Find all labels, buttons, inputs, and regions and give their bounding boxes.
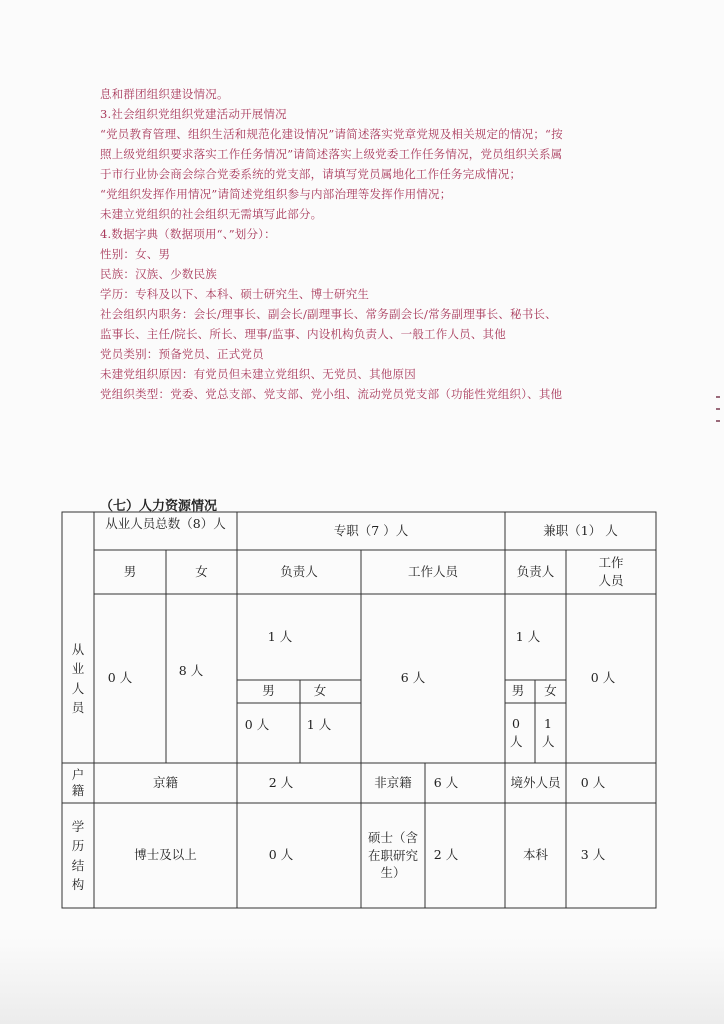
note-line: “党员教育管理、组织生活和规范化建设情况”请简述落实党章党规及相关规定的情况；“按 (100, 127, 563, 141)
pt-leader-female-label: 女 (544, 683, 557, 699)
ft-leader-label: 负责人 (280, 563, 318, 579)
note-line: 4.数据字典（数据项用“、”划分）： (100, 227, 276, 241)
ft-leader-female-count: 1 人 (306, 717, 332, 733)
pt-leader-male-count: 0人 (510, 715, 523, 749)
staff-header: 从业人员 (71, 641, 85, 715)
non-beijing-count: 6 人 (433, 774, 459, 790)
pt-worker-count: 0 人 (590, 670, 616, 686)
pt-leader-female-count: 1人 (542, 715, 555, 749)
ft-leader-female-label: 女 (313, 683, 327, 699)
overseas-label: 境外人员 (510, 774, 561, 790)
master-label: 硕士（含在职研究生） (367, 830, 418, 881)
section-title: （七）人力资源情况 (100, 499, 218, 514)
huji-header: 户籍 (71, 766, 85, 798)
ft-leader-male-label: 男 (262, 683, 275, 699)
beijing-count: 2 人 (268, 774, 294, 790)
note-line: 党员类别：预备党员、正式党员 (100, 347, 264, 361)
note-line: 未建党组织原因：有党员但未建立党组织、无党员、其他原因 (100, 367, 416, 381)
bachelor-label: 本科 (522, 847, 548, 863)
note-line: 未建立党组织的社会组织无需填写此部分。 (100, 207, 323, 221)
note-line: 于市行业协会商会综合党委系统的党支部，请填写党员属地化工作任务完成情况； (100, 167, 522, 181)
note-line: 息和群团组织建设情况。 (100, 87, 229, 101)
pt-leader-male-label: 男 (511, 683, 525, 699)
fulltime-label: 专职（7 ）人 (333, 522, 409, 538)
note-line: 监事长、主任/院长、所长、理事/监事、内设机构负责人、一般工作人员、其他 (100, 327, 506, 341)
pt-leader-count: 1 人 (515, 628, 541, 644)
note-line: 党组织类型：党委、党总支部、党支部、党小组、流动党员党支部（功能性党组织）、其他 (100, 387, 563, 401)
note-line: 学历：专科及以下、本科、硕士研究生、博士研究生 (100, 287, 370, 301)
non-beijing-label: 非京籍 (374, 774, 412, 790)
pt-worker-label: 工作人员 (598, 554, 624, 588)
parttime-label: 兼职（1） 人 (543, 522, 618, 538)
note-line: 社会组织内职务：会长/理事长、副会长/副理事长、常务副会长/常务副理事长、秘书长、 (100, 307, 557, 321)
total-staff-label: 从业人员总数（8）人 (105, 515, 226, 531)
phd-label: 博士及以上 (134, 847, 197, 863)
male-count: 0 人 (107, 670, 133, 686)
note-line: 照上级党组织要求落实工作任务情况”请简述落实上级党委工作任务情况，党员组织关系属 (100, 147, 563, 161)
beijing-label: 京籍 (152, 774, 178, 790)
scan-shadow (0, 938, 724, 1024)
female-label: 女 (195, 563, 208, 579)
ft-worker-count: 6 人 (400, 670, 426, 686)
note-line: 性别：女、男 (100, 247, 171, 261)
note-line: “党组织发挥作用情况”请简述党组织参与内部治理等发挥作用情况； (100, 187, 452, 201)
bachelor-count: 3 人 (580, 847, 606, 863)
ft-worker-label: 工作人员 (407, 563, 458, 579)
phd-count: 0 人 (268, 847, 294, 863)
edu-header: 学历结构 (71, 818, 85, 892)
master-count: 2 人 (433, 847, 459, 863)
ft-leader-count: 1 人 (267, 628, 293, 644)
pt-leader-label: 负责人 (516, 563, 555, 579)
note-line: 民族：汉族、少数民族 (100, 267, 217, 281)
female-count: 8 人 (178, 663, 204, 679)
ft-leader-male-count: 0 人 (244, 717, 270, 733)
overseas-count: 0 人 (580, 774, 606, 790)
note-line: 3.社会组织党组织党建活动开展情况 (100, 107, 287, 121)
male-label: 男 (123, 563, 137, 579)
